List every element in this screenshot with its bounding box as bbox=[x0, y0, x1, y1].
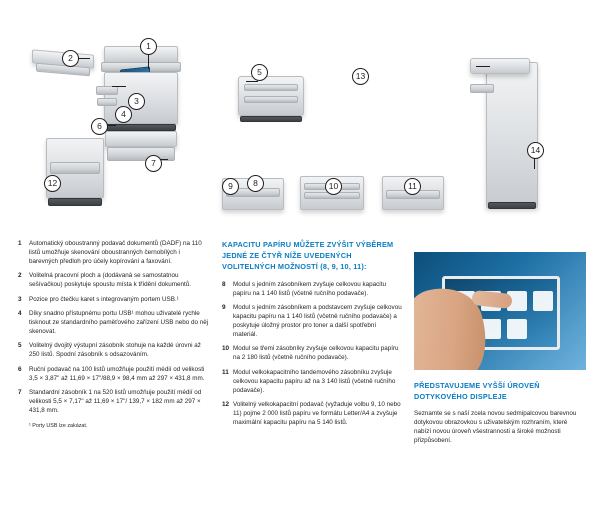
callout-9: 9 bbox=[222, 178, 239, 195]
mfp-output-tray-lower bbox=[97, 98, 117, 106]
list-item-text: Modul se třemi zásobníky zvyšuje celkovou kapacitu papíru na 2 180 listů (včetně ručního podavače). bbox=[233, 345, 399, 362]
finisher-base bbox=[488, 202, 536, 209]
hcf-drawer bbox=[50, 162, 100, 174]
list-item bbox=[222, 281, 402, 299]
ui-tile bbox=[533, 291, 553, 311]
product-illustration bbox=[0, 0, 600, 232]
list-item bbox=[222, 345, 402, 363]
callout-6: 6 bbox=[91, 118, 108, 135]
list-item bbox=[18, 342, 210, 360]
list-item bbox=[18, 366, 210, 384]
list-item-number: 6 bbox=[18, 365, 22, 373]
list-item-text: Volitelný dvojitý výstupní zásobník stohuje na každé úrovni až 250 listů. Spodní zásobník s odsazováním. bbox=[29, 342, 201, 359]
list-item-number: 11 bbox=[222, 368, 229, 376]
list-item-number: 10 bbox=[222, 345, 230, 353]
office-finisher bbox=[486, 62, 538, 208]
list-item-number: 7 bbox=[18, 389, 22, 397]
callout-12: 12 bbox=[44, 175, 61, 192]
mfp-front-strip bbox=[106, 124, 176, 131]
section-body: Seznamte se s naší zcela novou sedmipalcovou barevnou dotykovou obrazovkou s uživatelským rozhraním, které nabízí novou úroveň všestrannosti a široké možnosti přizpůsobení. bbox=[414, 409, 577, 444]
callout-11: 11 bbox=[404, 178, 421, 195]
callout-1: 1 bbox=[140, 38, 157, 55]
list-item bbox=[222, 401, 402, 428]
hcf-plinth bbox=[48, 198, 102, 206]
callout-14: 14 bbox=[527, 142, 544, 159]
mfp-output-tray bbox=[96, 86, 118, 95]
features-list-left bbox=[18, 240, 210, 429]
list-item bbox=[18, 296, 210, 305]
ui-tile bbox=[507, 319, 527, 339]
list-item-number: 2 bbox=[18, 272, 22, 280]
leader-line bbox=[112, 86, 126, 87]
section-heading: KAPACITU PAPÍRU MŮŽETE ZVÝŠIT VÝBĚREM JEDNÉ ZE ČTYŘ NÍŽE UVEDENÝCH VOLITELNÝCH MOŽNOSTÍ (8, 9, 10, 11): bbox=[222, 240, 394, 271]
list-item-number: 1 bbox=[18, 240, 22, 247]
mfp-paper-tray-1 bbox=[105, 131, 177, 147]
section-heading: PŘEDSTAVUJEME VYŠŠÍ ÚROVEŇ DOTYKOVÉHO DISPLEJE bbox=[414, 381, 540, 402]
leader-line bbox=[246, 81, 258, 82]
leader-line bbox=[476, 66, 490, 67]
list-item-number: 9 bbox=[222, 304, 226, 312]
callout-4: 4 bbox=[115, 106, 132, 123]
callout-7: 7 bbox=[145, 155, 162, 172]
list-item-number: 5 bbox=[18, 342, 22, 350]
footnote: ¹ Porty USB lze zakázat. bbox=[29, 423, 88, 429]
list-item bbox=[18, 389, 210, 416]
callout-13: 13 bbox=[352, 68, 369, 85]
touchscreen-section bbox=[414, 252, 586, 445]
list-item-text: Modul s jedním zásobníkem a podstavcem zvyšuje celkovou kapacitu papíru na 1 140 listů (včetně ručního podavače) a poskytuje úložný prostor pro toner a další spotřební materiál. bbox=[233, 304, 402, 338]
list-item-text: Modul s jedním zásobníkem zvyšuje celkovou kapacitu papíru na 1 140 listů (včetně ručního podavače). bbox=[233, 280, 386, 297]
list-item-number: 4 bbox=[18, 310, 22, 318]
leader-line bbox=[148, 53, 149, 69]
list-item-text: Pozice pro čtečku karet s integrovaným portem USB.¹ bbox=[29, 295, 179, 303]
list-item-text: Modul velkokapacitního tandemového zásobníku zvyšuje celkovou kapacitu papíru až na 3 140 listů (včetně ručního podavače). bbox=[233, 368, 396, 394]
list-item bbox=[18, 240, 210, 267]
dual-output-tray-upper bbox=[244, 84, 298, 91]
callout-2: 2 bbox=[62, 50, 79, 67]
dual-output-tray-base bbox=[240, 116, 302, 122]
list-item-number: 12 bbox=[222, 401, 230, 409]
callout-8: 8 bbox=[247, 175, 264, 192]
list-item bbox=[222, 369, 402, 396]
list-item bbox=[18, 310, 210, 337]
list-item-text: Ruční podavač na 100 listů umožňuje použití médií od velikosti 3,5 × 3,87" až 11,69 × 17"/88,9 × 98,4 mm až 297 × 431,8 mm. bbox=[29, 365, 205, 382]
list-item-text: Automatický oboustranný podavač dokumentů (DADF) na 110 listů umožňuje skenování oboustranných černobílých i barevných předloh pro účely kopírování a faxování. bbox=[29, 240, 202, 265]
paper-capacity-section bbox=[222, 240, 402, 433]
callout-10: 10 bbox=[325, 178, 342, 195]
touchscreen-photo bbox=[414, 252, 586, 370]
list-item-text: Volitelná pracovní ploch a (dodávaná se samostatnou sešívačkou) poskytuje spoustu místa k třídění dokumentů. bbox=[29, 272, 192, 289]
list-item-text: Standardní zásobník 1 na 520 listů umožňuje použití médií od velikosti 5,5 × 7,17" až 11,69 × 17"/ 139,7 × 182 mm až 297 × 431,8 mm. bbox=[29, 389, 202, 415]
list-item-text: Díky snadno přístupnému portu USB¹ mohou uživatelé rychle tisknout ze standardního paměťového zařízení USB nebo do něj skenovat. bbox=[29, 310, 209, 335]
dual-output-tray-lower bbox=[244, 96, 298, 103]
callout-3: 3 bbox=[128, 93, 145, 110]
list-item-text: Volitelný velkokapacitní podavač (vyžaduje volbu 9, 10 nebo 11) pojme 2 000 listů papíru ve formátu Letter/A4 a zvyšuje maximální kapacitu papíru na 5 140 listů. bbox=[233, 401, 401, 426]
list-item bbox=[18, 272, 210, 290]
callout-5: 5 bbox=[251, 64, 268, 81]
finisher-tray bbox=[470, 84, 494, 93]
list-item bbox=[222, 304, 402, 340]
list-item-number: 3 bbox=[18, 295, 22, 303]
list-item-number: 8 bbox=[222, 280, 226, 288]
